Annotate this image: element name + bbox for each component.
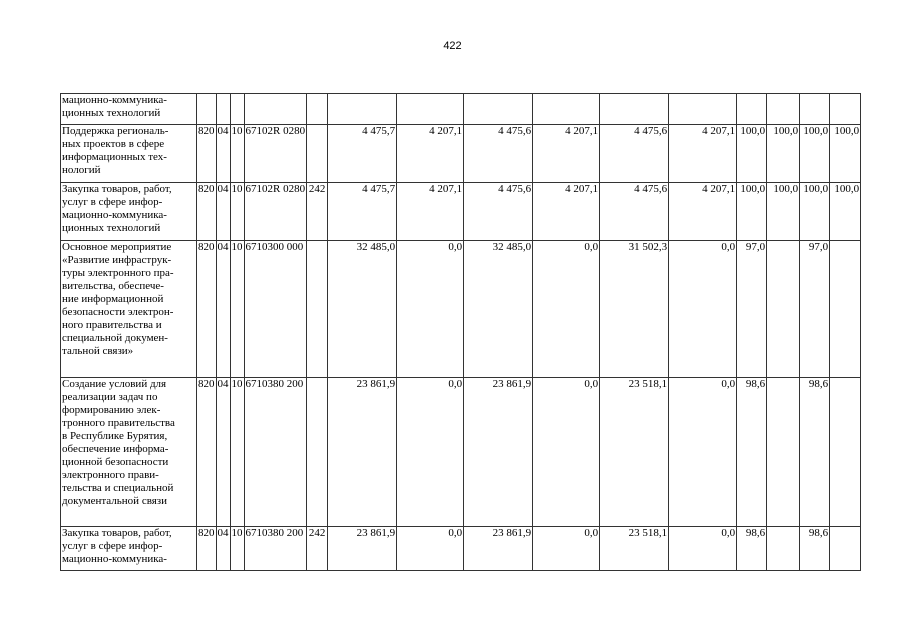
grbs-code: 820 xyxy=(197,241,217,378)
percent-cell xyxy=(800,94,830,125)
row-name-line: безопасности электрон- xyxy=(62,306,174,318)
row-name-line: ние информационной xyxy=(62,293,164,305)
value-cell: 4 207,1 xyxy=(533,183,600,241)
subsection-code: 10 xyxy=(230,527,244,571)
row-name xyxy=(61,125,197,183)
percent-cell: 98,6 xyxy=(737,527,767,571)
target-article-code: 6710380 200 xyxy=(244,527,307,571)
row-name-line: тальной связи» xyxy=(62,345,134,357)
percent-cell xyxy=(767,94,800,125)
page-number: 422 xyxy=(443,40,462,52)
row-name-line: мационно-коммуника- xyxy=(62,553,167,565)
value-cell: 0,0 xyxy=(533,527,600,571)
value-cell xyxy=(397,94,464,125)
subsection-code: 10 xyxy=(230,378,244,527)
section-code: 04 xyxy=(216,241,230,378)
value-cell: 0,0 xyxy=(669,527,737,571)
value-cell: 4 207,1 xyxy=(669,125,737,183)
row-name-line: мационно-коммуника- xyxy=(62,209,167,221)
percent-cell xyxy=(830,94,861,125)
row-name-line: мационно-коммуника- xyxy=(62,94,167,106)
value-cell: 23 861,9 xyxy=(328,378,397,527)
percent-cell: 97,0 xyxy=(737,241,767,378)
target-article-code: 6710380 200 xyxy=(244,378,307,527)
grbs-code xyxy=(197,94,217,125)
row-name-line: документальной связи xyxy=(62,495,168,507)
value-cell: 4 207,1 xyxy=(397,183,464,241)
expense-type-code: 242 xyxy=(307,527,328,571)
value-cell: 0,0 xyxy=(669,378,737,527)
row-name-line: Закупка товаров, работ, xyxy=(62,183,172,195)
percent-cell xyxy=(767,527,800,571)
value-cell: 31 502,3 xyxy=(600,241,669,378)
grbs-code: 820 xyxy=(197,378,217,527)
percent-cell: 100,0 xyxy=(800,125,830,183)
value-cell: 0,0 xyxy=(669,241,737,378)
table-row xyxy=(61,378,861,527)
percent-cell: 100,0 xyxy=(767,183,800,241)
row-name-line: ционной безопасности xyxy=(62,456,169,468)
percent-cell: 100,0 xyxy=(737,183,767,241)
subsection-code: 10 xyxy=(230,241,244,378)
expense-type-code xyxy=(307,125,328,183)
value-cell: 32 485,0 xyxy=(328,241,397,378)
section-code: 04 xyxy=(216,378,230,527)
row-name-line: Создание условий для xyxy=(62,378,167,390)
row-name-line: услуг в сфере инфор- xyxy=(62,196,163,208)
budget-table xyxy=(60,93,861,571)
value-cell: 4 207,1 xyxy=(397,125,464,183)
row-name-line: Поддержка региональ- xyxy=(62,125,169,137)
subsection-code: 10 xyxy=(230,125,244,183)
grbs-code: 820 xyxy=(197,183,217,241)
table-row xyxy=(61,94,861,125)
value-cell: 0,0 xyxy=(397,378,464,527)
row-name-line: в Республике Бурятия, xyxy=(62,430,168,442)
row-name xyxy=(61,527,197,571)
percent-cell: 100,0 xyxy=(767,125,800,183)
row-name-line: ционных технологий xyxy=(62,107,161,119)
row-name-line: Основное мероприятие xyxy=(62,241,172,253)
section-code: 04 xyxy=(216,125,230,183)
expense-type-code xyxy=(307,94,328,125)
value-cell: 4 207,1 xyxy=(533,125,600,183)
value-cell: 4 475,6 xyxy=(464,125,533,183)
target-article-code: 67102R 0280 xyxy=(244,125,307,183)
row-name-line: тельства и специальной xyxy=(62,482,174,494)
table-row xyxy=(61,241,861,378)
row-name-line: формированию элек- xyxy=(62,404,161,416)
grbs-code: 820 xyxy=(197,527,217,571)
value-cell: 23 518,1 xyxy=(600,527,669,571)
row-name-line: ных проектов в сфере xyxy=(62,138,165,150)
row-name xyxy=(61,378,197,527)
percent-cell xyxy=(767,241,800,378)
value-cell: 0,0 xyxy=(397,527,464,571)
percent-cell: 100,0 xyxy=(800,183,830,241)
value-cell xyxy=(669,94,737,125)
value-cell xyxy=(328,94,397,125)
percent-cell xyxy=(830,527,861,571)
row-name-line: информационных тех- xyxy=(62,151,167,163)
table-row xyxy=(61,125,861,183)
row-name xyxy=(61,183,197,241)
table-row xyxy=(61,183,861,241)
value-cell: 4 207,1 xyxy=(669,183,737,241)
grbs-code: 820 xyxy=(197,125,217,183)
value-cell: 4 475,6 xyxy=(600,183,669,241)
value-cell: 4 475,6 xyxy=(464,183,533,241)
value-cell xyxy=(600,94,669,125)
value-cell: 23 861,9 xyxy=(328,527,397,571)
target-article-code xyxy=(244,94,307,125)
section-code: 04 xyxy=(216,527,230,571)
subsection-code xyxy=(230,94,244,125)
percent-cell: 98,6 xyxy=(800,378,830,527)
percent-cell xyxy=(830,241,861,378)
row-name-line: туры электронного пра- xyxy=(62,267,174,279)
table-row xyxy=(61,527,861,571)
value-cell xyxy=(464,94,533,125)
row-name-line: «Развитие инфраструк- xyxy=(62,254,172,266)
row-name xyxy=(61,94,197,125)
section-code xyxy=(216,94,230,125)
percent-cell: 98,6 xyxy=(800,527,830,571)
value-cell: 23 861,9 xyxy=(464,527,533,571)
value-cell: 4 475,7 xyxy=(328,183,397,241)
row-name-line: ционных технологий xyxy=(62,222,161,234)
row-name-line: реализации задач по xyxy=(62,391,158,403)
row-name-line: вительства, обеспече- xyxy=(62,280,164,292)
expense-type-code: 242 xyxy=(307,183,328,241)
percent-cell xyxy=(830,378,861,527)
row-name-line: специальной докумен- xyxy=(62,332,168,344)
target-article-code: 6710300 000 xyxy=(244,241,307,378)
percent-cell xyxy=(737,94,767,125)
value-cell: 0,0 xyxy=(397,241,464,378)
section-code: 04 xyxy=(216,183,230,241)
row-name-line: Закупка товаров, работ, xyxy=(62,527,172,539)
row-name-line: электронного прави- xyxy=(62,469,159,481)
value-cell: 4 475,7 xyxy=(328,125,397,183)
percent-cell: 98,6 xyxy=(737,378,767,527)
value-cell xyxy=(533,94,600,125)
value-cell: 0,0 xyxy=(533,378,600,527)
value-cell: 32 485,0 xyxy=(464,241,533,378)
row-name-line: обеспечение информа- xyxy=(62,443,169,455)
expense-type-code xyxy=(307,241,328,378)
target-article-code: 67102R 0280 xyxy=(244,183,307,241)
row-name-line: ного правительства и xyxy=(62,319,162,331)
percent-cell xyxy=(767,378,800,527)
value-cell: 4 475,6 xyxy=(600,125,669,183)
subsection-code: 10 xyxy=(230,183,244,241)
row-name-line: услуг в сфере инфор- xyxy=(62,540,163,552)
percent-cell: 97,0 xyxy=(800,241,830,378)
value-cell: 23 518,1 xyxy=(600,378,669,527)
percent-cell: 100,0 xyxy=(737,125,767,183)
percent-cell: 100,0 xyxy=(830,183,861,241)
row-name xyxy=(61,241,197,378)
value-cell: 23 861,9 xyxy=(464,378,533,527)
row-name-line: тронного правительства xyxy=(62,417,175,429)
percent-cell: 100,0 xyxy=(830,125,861,183)
value-cell: 0,0 xyxy=(533,241,600,378)
expense-type-code xyxy=(307,378,328,527)
row-name-line: нологий xyxy=(62,164,101,176)
